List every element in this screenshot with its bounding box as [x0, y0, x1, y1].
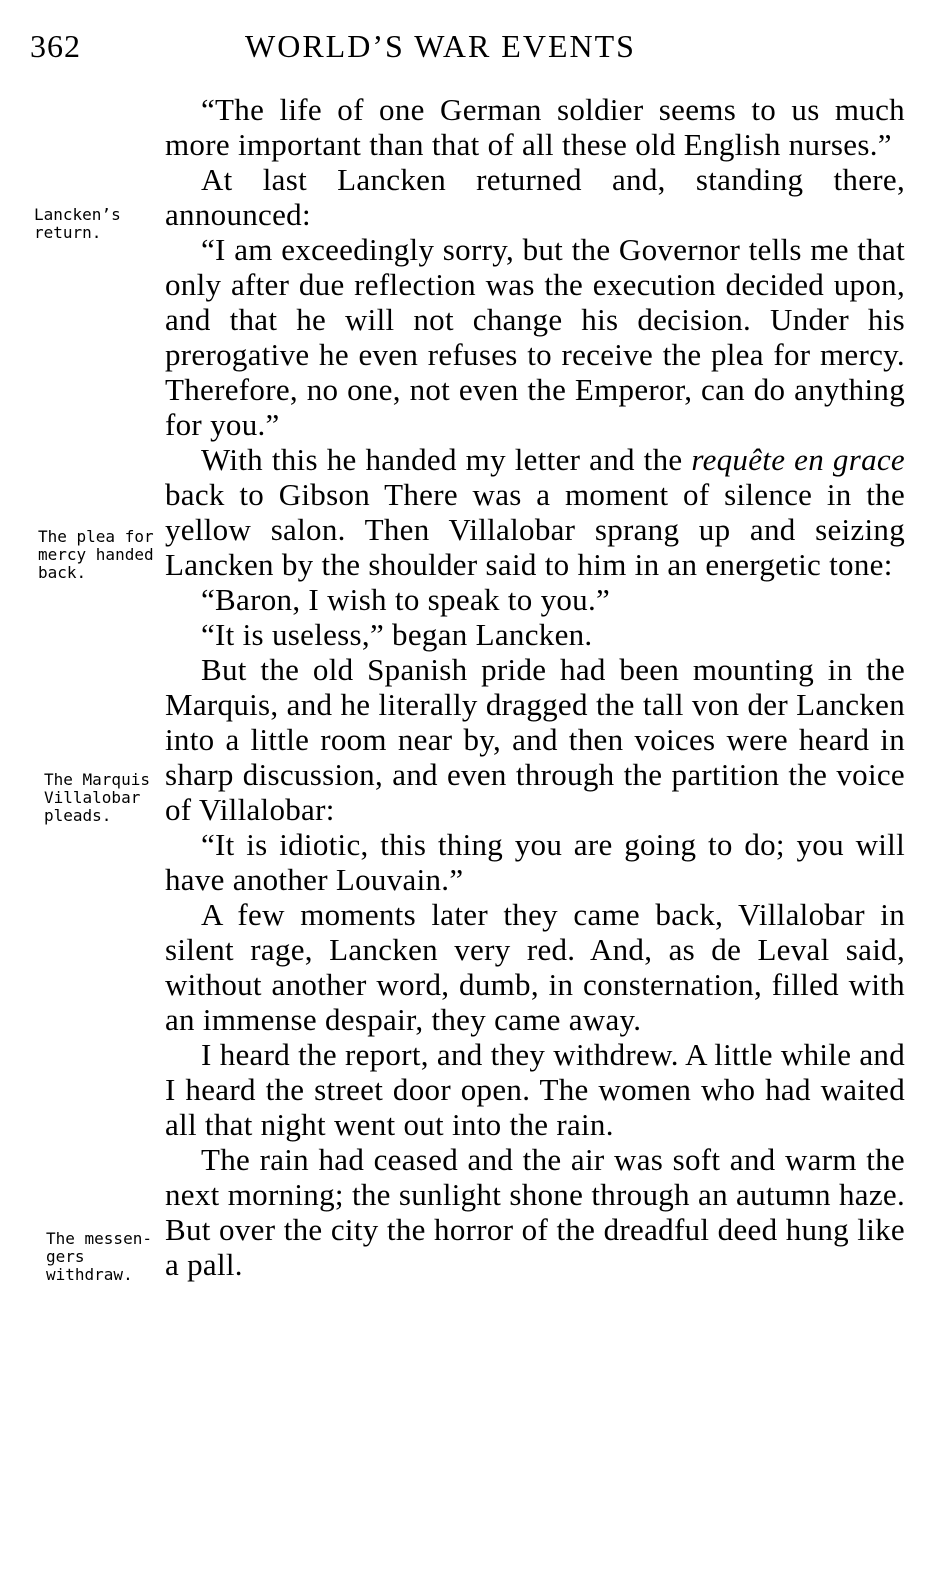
- page-number: 362: [30, 28, 81, 64]
- paragraph: “I am exceedingly sorry, but the Governor tells me that only after due reflection was the execution decided upon, and that he will not change his decision. Under his prerogative he even refuses to receive the plea for mercy. Therefore, no one, not even the Emperor, can do anything for you.”: [165, 232, 905, 442]
- paragraph: “Baron, I wish to speak to you.”: [201, 582, 611, 617]
- sidenote-messengers-withdraw: The messengers withdraw.: [46, 1229, 152, 1284]
- body-text: [165, 92, 905, 1282]
- paragraph: The rain had ceased and the air was soft and warm the next morning; the sunlight shone through an autumn haze. But over the city the horror of the dreadful deed hung like a pall.: [165, 1142, 905, 1282]
- paragraph: “It is useless,” began Lancken.: [201, 617, 593, 652]
- paragraph: A few moments later they came back, Villalobar in silent rage, Lancken very red. And, as de Leval said, without another word, dumb, in consternation, filled with an immense despair, they came away.: [165, 897, 905, 1037]
- paragraph: [165, 442, 905, 582]
- paragraph-part: back to Gibson There was a moment of silence in the yellow salon. Then Villalobar sprang up and seizing Lancken by the shoulder said to him in an energetic tone:: [165, 477, 905, 582]
- sidenote-lanckens-return: Lancken’s return.: [34, 205, 121, 242]
- paragraph: At last Lancken returned and, standing there, announced:: [165, 162, 905, 232]
- paragraph: I heard the report, and they withdrew. A little while and I heard the street door open. The women who had waited all that night went out into the rain.: [165, 1037, 905, 1142]
- sidenote-marquis-pleads: The Marquis Villalobar pleads.: [44, 770, 150, 825]
- paragraph: “It is idiotic, this thing you are going to do; you will have another Louvain.”: [165, 827, 905, 897]
- page-header: [30, 28, 910, 68]
- paragraph: But the old Spanish pride had been mounting in the Marquis, and he literally dragged the tall von der Lancken into a little room near by, and then voices were heard in sharp discussion, and even through the partition the voice of Villalobar:: [165, 652, 905, 827]
- paragraph-part: With this he handed my letter and the: [201, 442, 683, 477]
- italic-phrase: requête en grace: [691, 442, 905, 477]
- paragraph: “The life of one German soldier seems to us much more important than that of all these old English nurses.”: [165, 92, 905, 162]
- sidenote-plea-handed-back: The plea for mercy handed back.: [38, 527, 154, 582]
- running-head: WORLD’S WAR EVENTS: [245, 28, 636, 64]
